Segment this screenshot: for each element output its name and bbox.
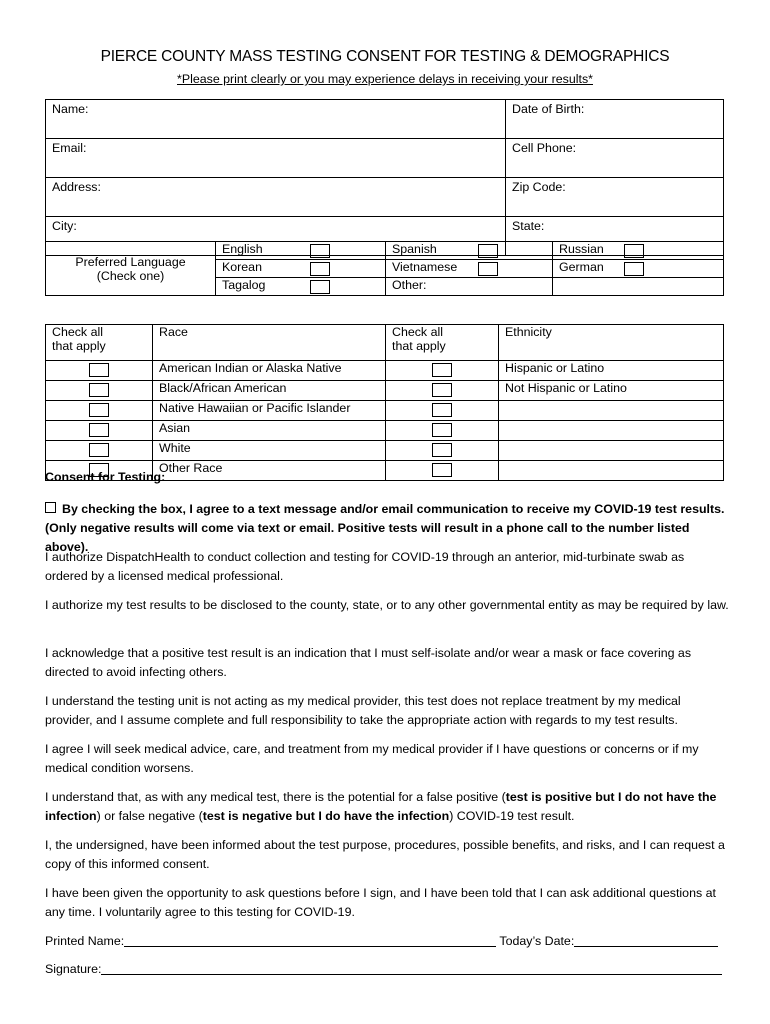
- communication-consent-text: By checking the box, I agree to a text message and/or email communication to receive my COVID-19 test results.: [62, 502, 725, 516]
- race-checkbox-cell: [46, 401, 153, 421]
- lang-german-cell: [553, 260, 724, 278]
- lang-vietnamese-cell: [386, 260, 553, 278]
- consent-heading: Consent for Testing:: [45, 470, 166, 484]
- race-option: [153, 361, 386, 381]
- form-subtitle: [0, 72, 770, 86]
- personal-info-table: [45, 99, 724, 256]
- race-checkbox-white[interactable]: [89, 443, 109, 457]
- race-check-all-header: [46, 325, 153, 361]
- p6-part-e: ) COVID-19 test result.: [449, 809, 575, 823]
- ethnicity-checkbox-cell: [386, 361, 499, 381]
- ethnicity-checkbox-not-hispanic[interactable]: [432, 383, 452, 397]
- signature-label: Signature:: [45, 962, 102, 976]
- lang-korean-cell: [216, 260, 386, 278]
- ethnicity-not-hispanic-label: Not Hispanic or Latino: [505, 381, 627, 395]
- ethnicity-hispanic-label: Hispanic or Latino: [505, 361, 605, 375]
- lang-spanish-checkbox[interactable]: [478, 244, 498, 258]
- preferred-language-table: [45, 241, 724, 296]
- cell-phone-field[interactable]: [506, 139, 724, 178]
- printed-name-row: [45, 932, 730, 951]
- consent-paragraph-3: I acknowledge that a positive test result is an indication that I must self-isolate and/or wear a mask or face covering as directed to avoid infecting others.: [45, 646, 692, 679]
- ethnicity-checkbox-3[interactable]: [432, 403, 452, 417]
- preferred-language-label: [46, 242, 216, 296]
- ethnicity-empty-cell: [499, 441, 724, 461]
- consent-paragraph-8: I have been given the opportunity to ask questions before I sign, and I have been told that I can ask additional questions at any time. I voluntarily agree to this testing for COVID-19.: [45, 886, 716, 919]
- race-checkbox-cell: [46, 421, 153, 441]
- consent-paragraph-5: I agree I will seek medical advice, care, and treatment from my medical provider if I have questions or concerns or if my medical condition worsens.: [45, 742, 699, 775]
- lang-korean-checkbox[interactable]: [310, 262, 330, 276]
- lang-german-checkbox[interactable]: [624, 262, 644, 276]
- race-pacific-islander-label: Native Hawaiian or Pacific Islander: [159, 401, 351, 415]
- ethnicity-check-all-line1: Check all: [392, 325, 443, 339]
- consent-paragraph-2: I authorize my test results to be disclosed to the county, state, or to any other governmental entity as may be required by law.: [45, 598, 729, 612]
- lang-other-label: Other:: [392, 278, 427, 292]
- ethnicity-checkbox-cell: [386, 421, 499, 441]
- lang-english-checkbox[interactable]: [310, 244, 330, 258]
- ethnicity-checkbox-cell: [386, 441, 499, 461]
- race-checkbox-cell: [46, 361, 153, 381]
- ethnicity-checkbox-cell: [386, 461, 499, 481]
- lang-tagalog-label: Tagalog: [222, 278, 266, 292]
- dob-label: Date of Birth:: [512, 102, 585, 116]
- todays-date-line[interactable]: [574, 934, 718, 947]
- lang-vietnamese-checkbox[interactable]: [478, 262, 498, 276]
- email-label: Email:: [52, 141, 87, 155]
- race-checkbox-asian[interactable]: [89, 423, 109, 437]
- ethnicity-empty-cell: [499, 401, 724, 421]
- lang-english-label: English: [222, 242, 263, 256]
- race-option: [153, 401, 386, 421]
- lang-empty-cell: [553, 278, 724, 296]
- form-title: PIERCE COUNTY MASS TESTING CONSENT FOR TESTING & DEMOGRAPHICS: [100, 48, 670, 65]
- zip-code-label: Zip Code:: [512, 180, 566, 194]
- email-field[interactable]: [46, 139, 506, 178]
- ethnicity-header: [499, 325, 724, 361]
- race-option: [153, 381, 386, 401]
- ethnicity-checkbox-6[interactable]: [432, 463, 452, 477]
- race-checkbox-american-indian[interactable]: [89, 363, 109, 377]
- race-white-label: White: [159, 441, 191, 455]
- lang-korean-label: Korean: [222, 260, 262, 274]
- communication-consent-checkbox[interactable]: [45, 502, 56, 513]
- consent-paragraph-6: [45, 788, 730, 826]
- subtitle-text: *Please print clearly or you may experience delays in receiving your results*: [177, 72, 593, 86]
- name-label: Name:: [52, 102, 89, 116]
- ethnicity-checkbox-4[interactable]: [432, 423, 452, 437]
- race-option: [153, 461, 386, 481]
- race-black-label: Black/African American: [159, 381, 287, 395]
- race-checkbox-cell: [46, 381, 153, 401]
- ethnicity-check-all-header: [386, 325, 499, 361]
- lang-other-cell[interactable]: [386, 278, 553, 296]
- lang-german-label: German: [559, 260, 604, 274]
- ethnicity-check-all-line2: that apply: [392, 339, 446, 353]
- race-american-indian-label: American Indian or Alaska Native: [159, 361, 342, 375]
- race-option: [153, 441, 386, 461]
- race-header-label: Race: [159, 325, 188, 339]
- ethnicity-checkbox-5[interactable]: [432, 443, 452, 457]
- race-check-all-line1: Check all: [52, 325, 103, 339]
- consent-paragraph-1: I authorize DispatchHealth to conduct collection and testing for COVID-19 through an anterior, mid-turbinate swab as ordered by a licensed medical professional.: [45, 550, 685, 583]
- p6-part-a: I understand that, as with any medical test, there is the potential for a false positive (: [45, 790, 506, 804]
- ethnicity-checkbox-hispanic[interactable]: [432, 363, 452, 377]
- lang-english-cell: [216, 242, 386, 260]
- ethnicity-empty-cell: [499, 461, 724, 481]
- consent-paragraph-7: I, the undersigned, have been informed about the test purpose, procedures, possible benefits, and risks, and I can request a copy of this informed consent.: [45, 838, 725, 871]
- printed-name-line[interactable]: [124, 934, 496, 947]
- race-header: [153, 325, 386, 361]
- printed-name-label: Printed Name:: [45, 934, 125, 948]
- lang-russian-checkbox[interactable]: [624, 244, 644, 258]
- lang-russian-cell: [553, 242, 724, 260]
- ethnicity-empty-cell: [499, 421, 724, 441]
- preferred-language-title: Preferred Language: [75, 254, 186, 269]
- race-checkbox-cell: [46, 441, 153, 461]
- ethnicity-option: [499, 361, 724, 381]
- city-label: City:: [52, 219, 77, 233]
- ethnicity-checkbox-cell: [386, 401, 499, 421]
- race-checkbox-pacific-islander[interactable]: [89, 403, 109, 417]
- ethnicity-checkbox-cell: [386, 381, 499, 401]
- race-ethnicity-table: [45, 324, 724, 481]
- state-label: State:: [512, 219, 545, 233]
- p6-false-negative: test is negative but I do have the infection: [202, 809, 450, 823]
- lang-spanish-cell: [386, 242, 553, 260]
- communication-consent-line2: (Only negative results will come via text or email. Positive tests will result in a phone call to the number listed above).: [45, 521, 690, 554]
- name-field[interactable]: [46, 100, 506, 139]
- race-option: [153, 421, 386, 441]
- signature-line[interactable]: [101, 962, 722, 975]
- race-asian-label: Asian: [159, 421, 190, 435]
- cell-phone-label: Cell Phone:: [512, 141, 577, 155]
- dob-field[interactable]: [506, 100, 724, 139]
- lang-spanish-label: Spanish: [392, 242, 437, 256]
- todays-date-label: Today’s Date:: [499, 934, 575, 948]
- race-other-label: Other Race: [159, 461, 223, 475]
- p6-part-c: ) or false negative (: [96, 809, 203, 823]
- zip-code-field[interactable]: [506, 178, 724, 217]
- check-one-note: (Check one): [96, 268, 165, 283]
- communication-consent-line1: [45, 500, 730, 519]
- ethnicity-option: [499, 381, 724, 401]
- address-field[interactable]: [46, 178, 506, 217]
- race-check-all-line2: that apply: [52, 339, 106, 353]
- lang-russian-label: Russian: [559, 242, 604, 256]
- lang-tagalog-checkbox[interactable]: [310, 280, 330, 294]
- lang-tagalog-cell: [216, 278, 386, 296]
- consent-paragraph-4: I understand the testing unit is not acting as my medical provider, this test does not replace treatment by my medical provider, and I assume complete and full responsibility to take the appropriate action with regards to my test results.: [45, 694, 681, 727]
- address-label: Address:: [52, 180, 101, 194]
- race-checkbox-black[interactable]: [89, 383, 109, 397]
- p6-false-positive: test is positive but I do not have the infection: [45, 790, 717, 823]
- ethnicity-header-label: Ethnicity: [505, 325, 552, 339]
- signature-row: [45, 960, 730, 979]
- lang-vietnamese-label: Vietnamese: [392, 260, 458, 274]
